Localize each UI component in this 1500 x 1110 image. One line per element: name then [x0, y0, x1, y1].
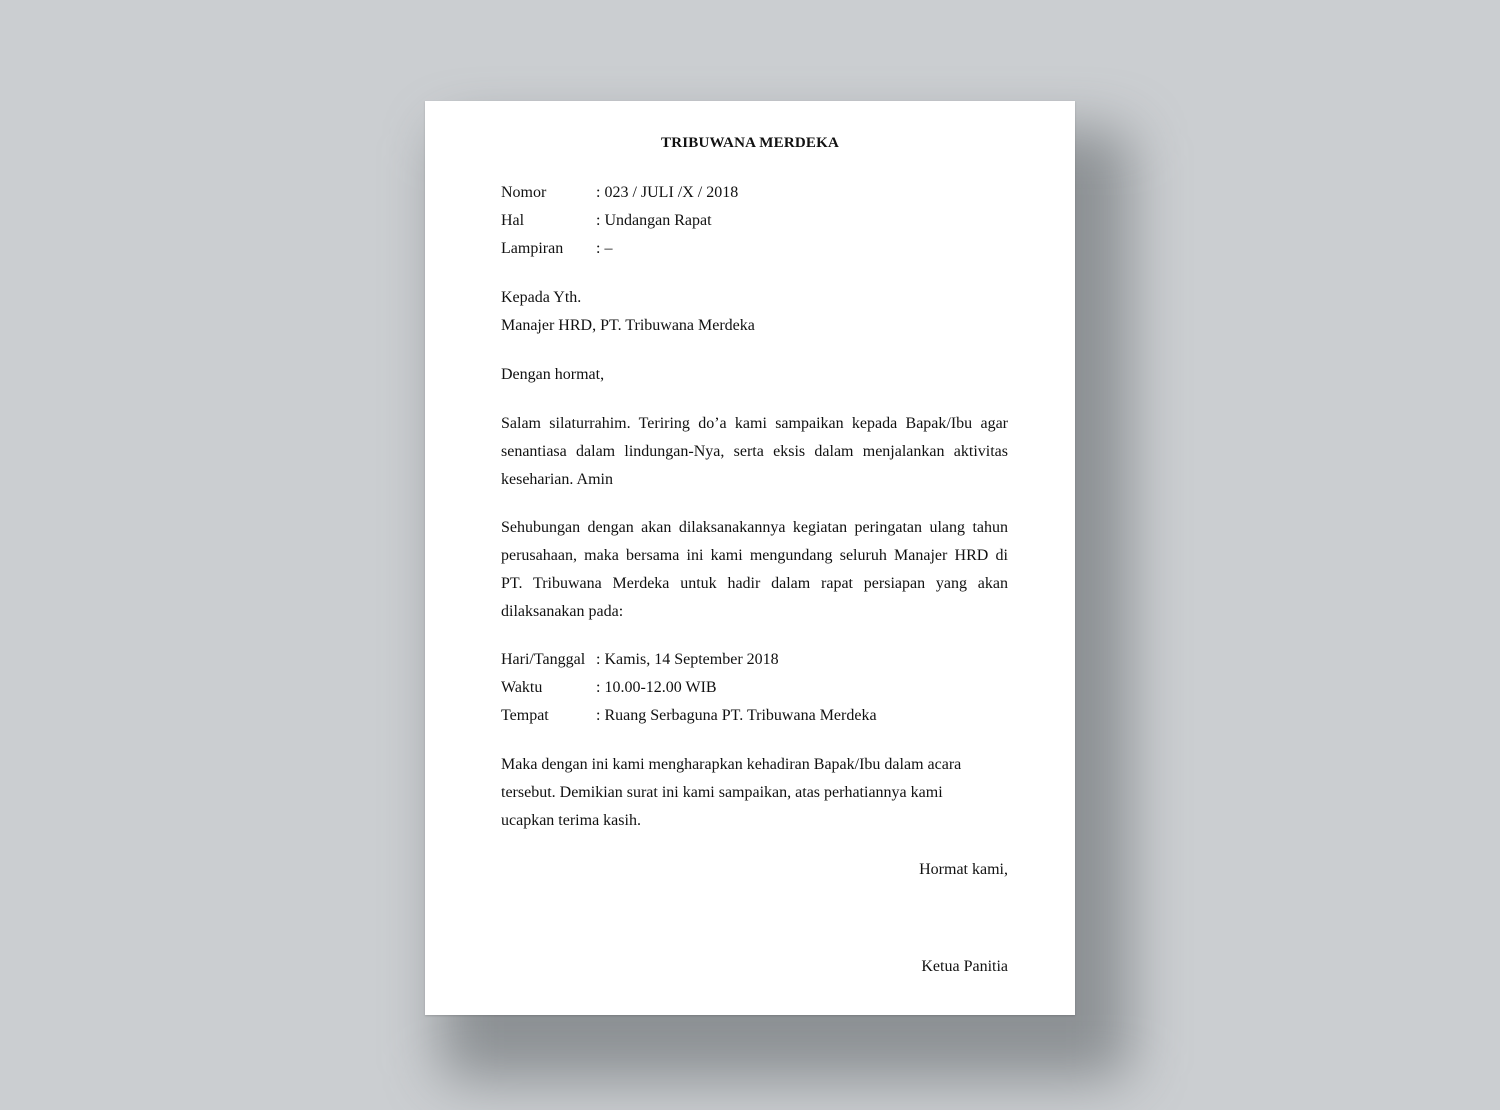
paragraph-1: [501, 410, 1008, 494]
paragraph-3: [501, 751, 1008, 835]
letter-page: [425, 101, 1075, 1015]
header-fields: [501, 179, 1008, 263]
detail-label: Hari/Tanggal: [501, 651, 586, 668]
field-value: : 023 / JULI /X / 2018: [596, 184, 739, 201]
event-details: [501, 646, 1008, 730]
detail-value: : Kamis, 14 September 2018: [596, 651, 779, 668]
closing-text: Hormat kami,: [919, 861, 1008, 878]
paragraph-2: [501, 514, 1008, 626]
field-label: Nomor: [501, 184, 547, 201]
recipient-line-2: Manajer HRD, PT. Tribuwana Merdeka: [501, 317, 755, 334]
paragraph-line: Sehubungan dengan akan dilaksanakannya kegiatan peringatan ulang tahun: [501, 519, 1008, 536]
paragraph-line: PT. Tribuwana Merdeka untuk hadir dalam rapat persiapan yang akan: [501, 575, 1008, 592]
detail-value: : Ruang Serbaguna PT. Tribuwana Merdeka: [596, 707, 877, 724]
letter-title: TRIBUWANA MERDEKA: [660, 135, 839, 151]
paragraph-line: keseharian. Amin: [501, 471, 613, 488]
field-hal: [501, 207, 1008, 235]
field-lampiran: [501, 235, 1008, 263]
recipient: [501, 284, 1008, 340]
field-nomor: [501, 179, 1008, 207]
salutation-text: Dengan hormat,: [501, 366, 605, 383]
paragraph-line: perusahaan, maka bersama ini kami mengundang seluruh Manajer HRD di: [501, 547, 1008, 564]
field-label: Lampiran: [501, 240, 564, 257]
paragraph-line: dilaksanakan pada:: [501, 603, 624, 620]
field-label: Hal: [501, 212, 525, 229]
signatory-title: Ketua Panitia: [921, 958, 1008, 975]
paragraph-line: ucapkan terima kasih.: [501, 812, 641, 829]
salutation: [501, 361, 1008, 389]
paragraph-line: Maka dengan ini kami mengharapkan kehadiran Bapak/Ibu dalam acara: [501, 756, 962, 773]
recipient-line-1: Kepada Yth.: [501, 289, 582, 306]
detail-time: [501, 674, 1008, 702]
closing: [501, 856, 1008, 884]
detail-place: [501, 702, 1008, 730]
detail-label: Waktu: [501, 679, 543, 696]
detail-value: : 10.00-12.00 WIB: [596, 679, 717, 696]
paragraph-line: tersebut. Demikian surat ini kami sampaikan, atas perhatiannya kami: [501, 784, 943, 801]
detail-label: Tempat: [501, 707, 549, 724]
field-value: : –: [596, 240, 613, 257]
signatory: [501, 953, 1008, 981]
detail-date: [501, 646, 1008, 674]
paragraph-line: Salam silaturrahim. Teriring do’a kami sampaikan kepada Bapak/Ibu agar: [501, 415, 1008, 432]
paragraph-line: senantiasa dalam lindungan-Nya, serta eksis dalam menjalankan aktivitas: [501, 443, 1008, 460]
field-value: : Undangan Rapat: [596, 212, 712, 229]
